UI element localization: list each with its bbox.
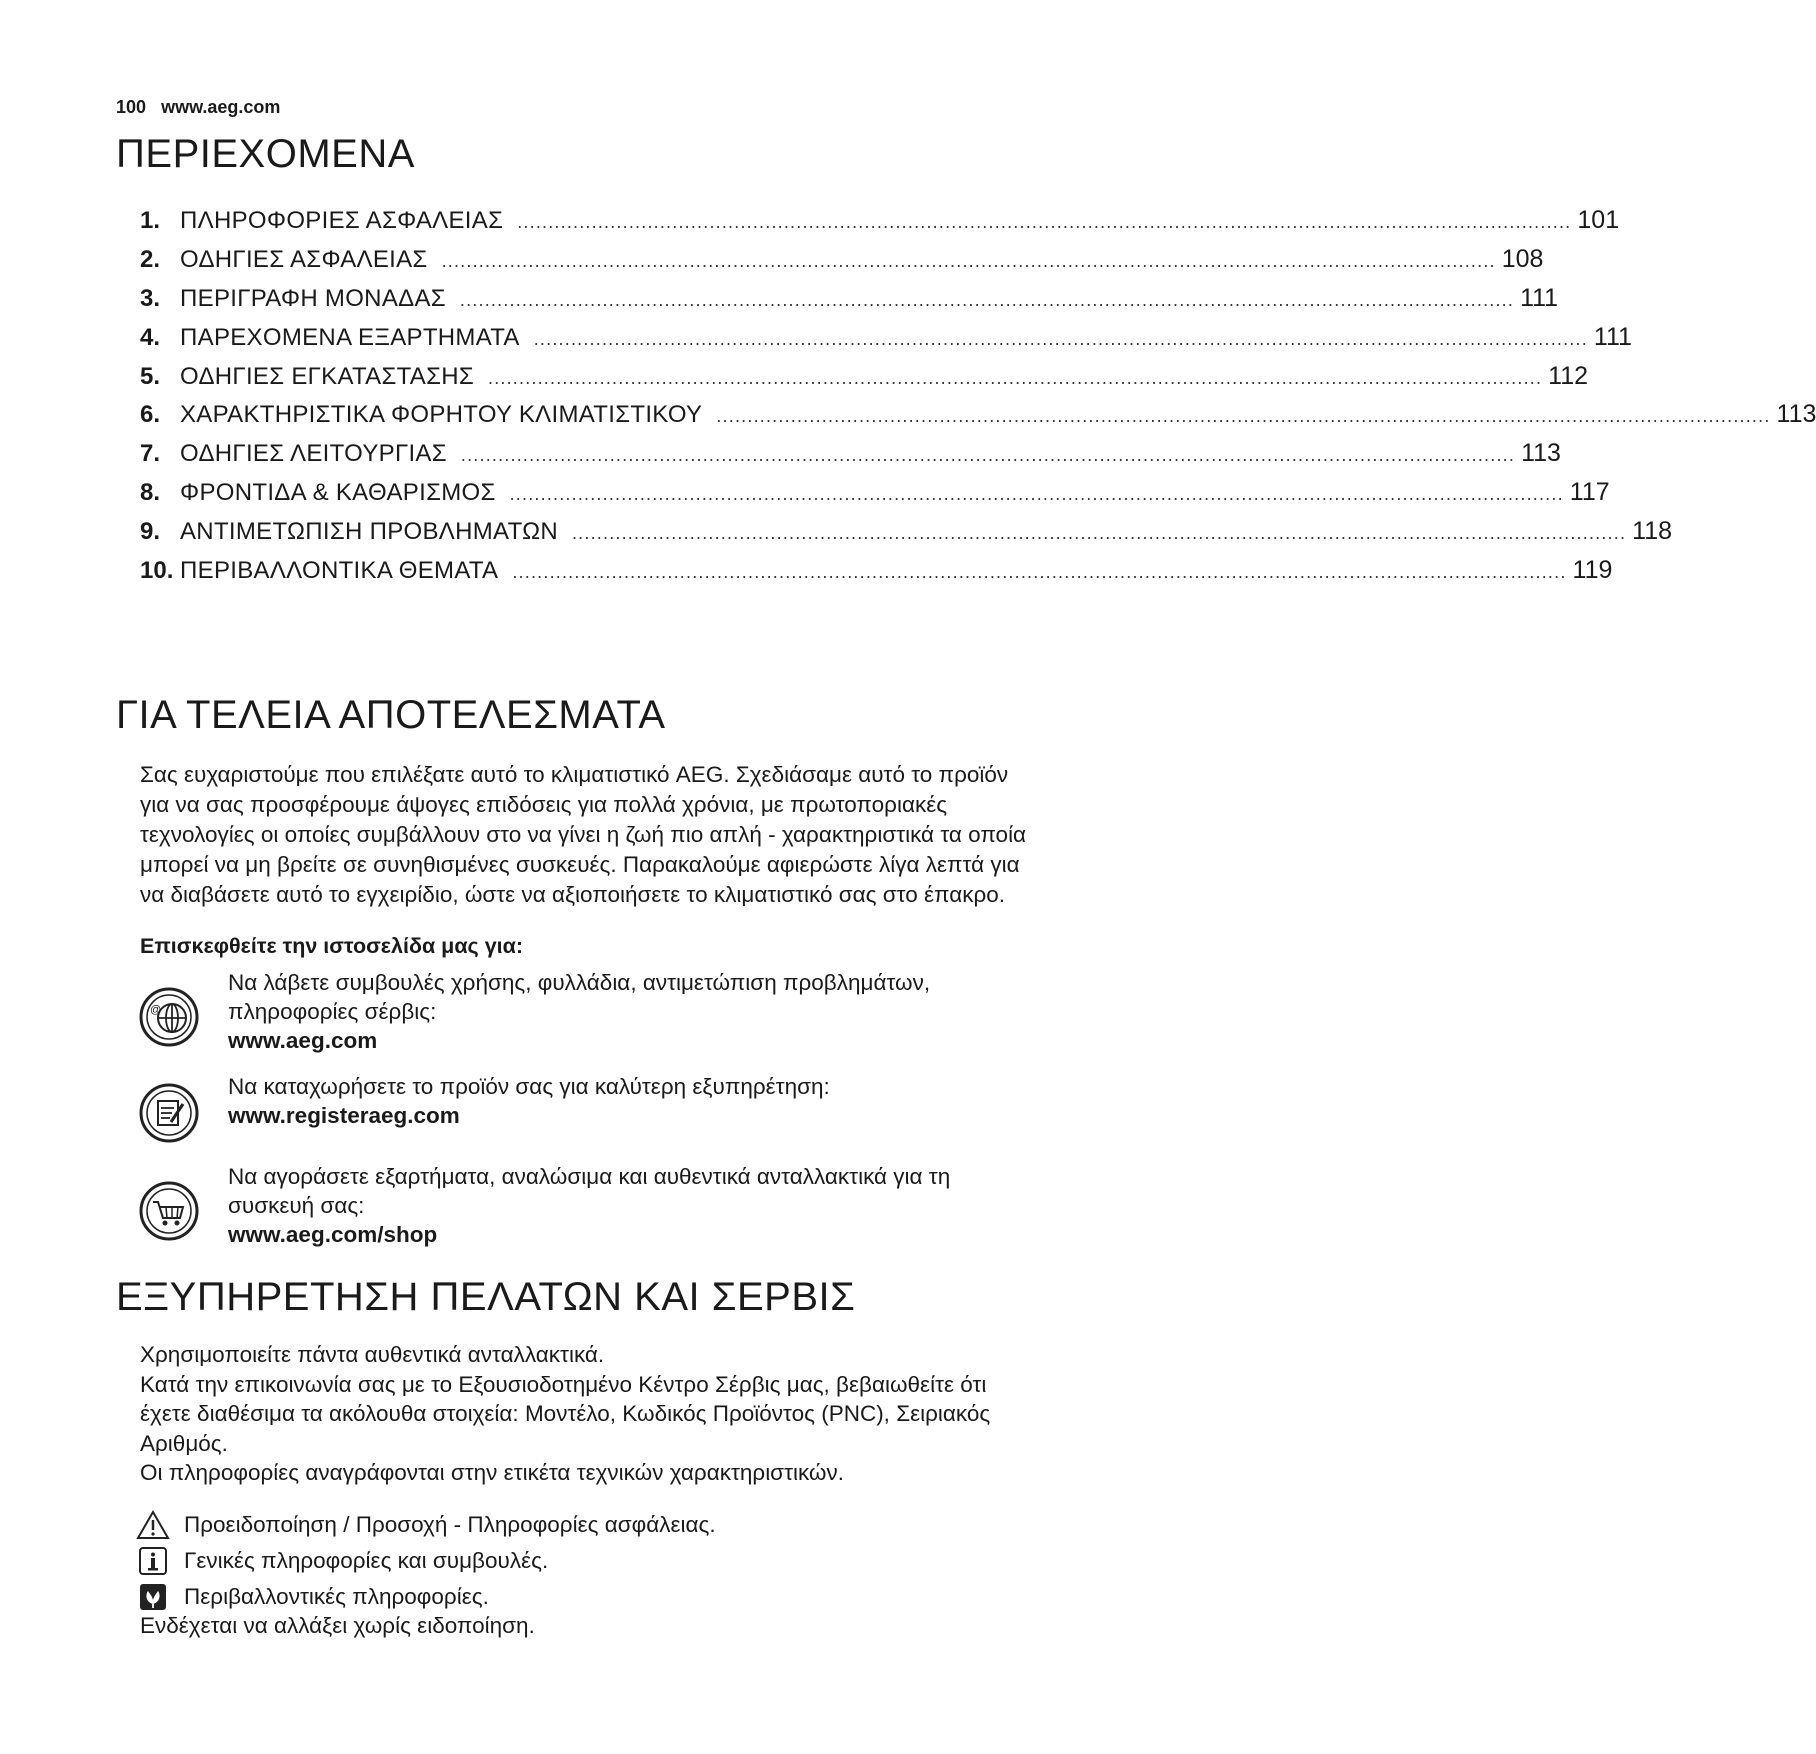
table-of-contents xyxy=(140,206,1816,595)
toc-num: 9. xyxy=(140,518,161,546)
toc-leader: .......................................................................................................................................................................... xyxy=(517,212,1572,232)
toc-num: 1. xyxy=(140,207,161,234)
symbol-environment xyxy=(136,1582,489,1612)
visit-line: πληροφορίες σέρβις: xyxy=(228,999,437,1024)
toc-page: 112 xyxy=(1548,361,1589,390)
symbol-text: Γενικές πληροφορίες και συμβουλές. xyxy=(184,1548,549,1573)
toc-leader: .......................................................................................................................................................................... xyxy=(460,445,1516,466)
toc-item[interactable] xyxy=(140,283,1559,323)
info-icon xyxy=(136,1546,170,1576)
toc-num: 5. xyxy=(140,362,161,390)
svg-text:@: @ xyxy=(150,1004,162,1016)
toc-leader: .......................................................................................................................................................................... xyxy=(533,328,1588,349)
toc-leader: .......................................................................................................................................................................... xyxy=(716,406,1771,427)
toc-item[interactable] xyxy=(140,206,1620,245)
toc-label: ΠΕΡΙΒΑΛΛΟΝΤΙΚΑ ΘΕΜΑΤΑ xyxy=(180,557,499,585)
symbol-text: Περιβαλλοντικές πληροφορίες. xyxy=(184,1584,489,1609)
visit-line: συσκευή σας: xyxy=(228,1193,365,1218)
results-title: ΓΙΑ ΤΕΛΕΙΑ ΑΠΟΤΕΛΕΣΜΑΤΑ xyxy=(116,693,666,737)
toc-page: 117 xyxy=(1569,478,1610,507)
toc-page: 119 xyxy=(1572,556,1613,585)
toc-label: ΠΑΡΕΧΟΜΕΝΑ ΕΞΑΡΤΗΜΑΤΑ xyxy=(180,323,520,351)
service-line: Αριθμός. xyxy=(140,1430,228,1456)
environment-icon xyxy=(136,1582,170,1612)
service-paragraph xyxy=(140,1340,1130,1488)
toc-label: ΦΡΟΝΤΙΔΑ & ΚΑΘΑΡΙΣΜΟΣ xyxy=(180,479,496,507)
toc-label: ΟΔΗΓΙΕΣ ΕΓΚΑΤΑΣΤΑΣΗΣ xyxy=(180,362,474,390)
toc-leader: .......................................................................................................................................................................... xyxy=(571,523,1627,544)
visit-url-link[interactable]: www.aeg.com xyxy=(228,1028,378,1053)
toc-page: 111 xyxy=(1593,322,1632,351)
toc-item[interactable] xyxy=(140,556,1613,595)
toc-item[interactable] xyxy=(140,517,1673,556)
toc-page: 113 xyxy=(1776,400,1816,429)
toc-item[interactable] xyxy=(140,361,1589,401)
visit-url-link[interactable]: www.aeg.com/shop xyxy=(228,1222,438,1247)
service-line: Χρησιμοποιείτε πάντα αυθεντικά ανταλλακτικά. xyxy=(140,1342,605,1367)
visit-line: Να αγοράσετε εξαρτήματα, αναλώσιμα και αυθεντικά ανταλλακτικά για τη xyxy=(228,1164,951,1189)
toc-leader: .......................................................................................................................................................................... xyxy=(441,250,1496,271)
closing-note: Ενδέχεται να αλλάξει χωρίς ειδοποίηση. xyxy=(140,1613,535,1638)
toc-leader: .......................................................................................................................................................................... xyxy=(512,562,1567,583)
visit-line: Να λάβετε συμβουλές χρήσης, φυλλάδια, αντιμετώπιση προβλημάτων, xyxy=(228,970,931,995)
globe-icon xyxy=(138,986,200,1048)
toc-leader: .......................................................................................................................................................................... xyxy=(459,289,1515,310)
service-line: Κατά την επικοινωνία σας με το Εξουσιοδοτημένο Κέντρο Σέρβις μας, βεβαιωθείτε ότι xyxy=(140,1371,987,1397)
toc-leader: .......................................................................................................................................................................... xyxy=(509,484,1564,505)
toc-num: 3. xyxy=(140,284,161,312)
toc-item[interactable] xyxy=(140,322,1632,362)
toc-page: 113 xyxy=(1521,439,1561,468)
intro-line: μπορεί να μη βρείτε σε συνηθισμένες συσκευές. Παρακαλούμε αφιερώστε λίγα λεπτά για xyxy=(140,852,1020,877)
toc-page: 111 xyxy=(1520,283,1559,312)
intro-line: να διαβάσετε αυτό το εγχειρίδιο, ώστε να αξιοποιήσετε το κλιματιστικό σας στο έπακρο. xyxy=(140,882,1006,907)
toc-item[interactable] xyxy=(140,400,1816,439)
toc-num: 4. xyxy=(140,323,161,351)
toc-num: 7. xyxy=(140,440,161,468)
toc-item[interactable] xyxy=(140,478,1610,517)
toc-title: ΠΕΡΙΕΧΟΜΕΝΑ xyxy=(116,132,415,176)
toc-leader: .......................................................................................................................................................................... xyxy=(488,367,1543,388)
toc-label: ΠΕΡΙΓΡΑΦΗ ΜΟΝΑΔΑΣ xyxy=(180,284,446,312)
page-number: 100 xyxy=(116,97,147,117)
symbol-info xyxy=(136,1546,548,1576)
symbol-text: Προειδοποίηση / Προσοχή - Πληροφορίες ασφάλειας. xyxy=(184,1512,716,1537)
page-header xyxy=(116,97,280,118)
toc-label: ΠΛΗΡΟΦΟΡΙΕΣ ΑΣΦΑΛΕΙΑΣ xyxy=(180,207,504,234)
header-site[interactable]: www.aeg.com xyxy=(161,97,281,117)
toc-page: 101 xyxy=(1577,206,1620,234)
toc-label: ΑΝΤΙΜΕΤΩΠΙΣΗ ΠΡΟΒΛΗΜΑΤΩΝ xyxy=(180,518,558,546)
toc-label: ΟΔΗΓΙΕΣ ΑΣΦΑΛΕΙΑΣ xyxy=(180,245,428,273)
toc-label: ΧΑΡΑΚΤΗΡΙΣΤΙΚΑ ΦΟΡΗΤΟΥ ΚΛΙΜΑΤΙΣΤΙΚΟΥ xyxy=(180,401,703,429)
toc-label: ΟΔΗΓΙΕΣ ΛΕΙΤΟΥΡΓΙΑΣ xyxy=(180,440,447,468)
toc-item[interactable] xyxy=(140,439,1561,478)
service-line: Οι πληροφορίες αναγράφονται στην ετικέτα τεχνικών χαρακτηριστικών. xyxy=(140,1460,845,1485)
intro-line: Σας ευχαριστούμε που επιλέξατε αυτό το κλιματιστικό AEG. Σχεδιάσαμε αυτό το προϊόν xyxy=(140,762,1009,787)
symbol-warning xyxy=(136,1510,716,1540)
visit-url-link[interactable]: www.registeraeg.com xyxy=(228,1103,460,1128)
visit-line: Να καταχωρήσετε το προϊόν σας για καλύτερη εξυπηρέτηση: xyxy=(228,1074,830,1099)
toc-num: 8. xyxy=(140,479,161,507)
toc-page: 108 xyxy=(1501,244,1544,273)
intro-paragraph xyxy=(140,760,1130,910)
intro-line: για να σας προσφέρουμε άψογες επιδόσεις για πολλά χρόνια, με πρωτοποριακές xyxy=(140,792,948,817)
service-line: έχετε διαθέσιμα τα ακόλουθα στοιχεία: Μοντέλο, Κωδικός Προϊόντος (PNC), Σειριακός xyxy=(140,1401,991,1426)
toc-item[interactable] xyxy=(140,244,1544,284)
toc-page: 118 xyxy=(1632,517,1673,546)
intro-line: τεχνολογίες οι οποίες συμβάλλουν στο να γίνει η ζωή πιο απλή - χαρακτηριστικά τα οποία xyxy=(140,822,1027,847)
toc-num: 10. xyxy=(140,557,174,585)
visit-label: Επισκεφθείτε την ιστοσελίδα μας για: xyxy=(140,934,524,958)
service-title: ΕΞΥΠΗΡΕΤΗΣΗ ΠΕΛΑΤΩΝ ΚΑΙ ΣΕΡΒΙΣ xyxy=(116,1275,856,1319)
register-icon xyxy=(138,1082,200,1144)
cart-icon xyxy=(138,1180,200,1242)
warning-icon xyxy=(136,1510,170,1540)
toc-num: 6. xyxy=(140,401,161,429)
toc-num: 2. xyxy=(140,245,161,273)
